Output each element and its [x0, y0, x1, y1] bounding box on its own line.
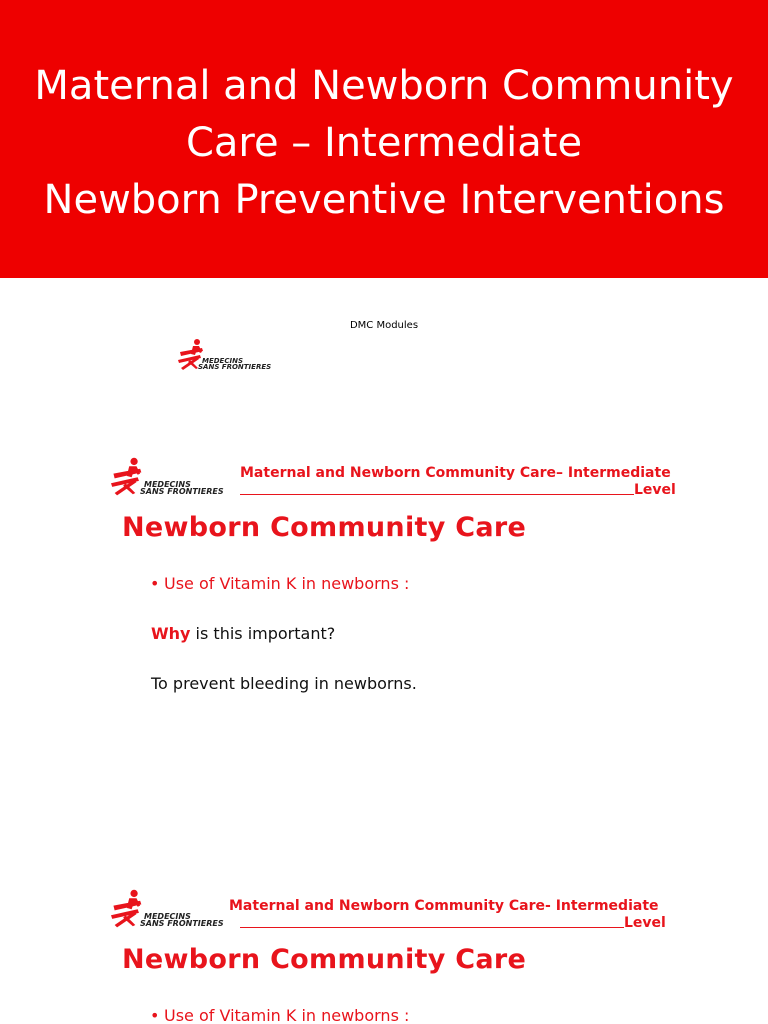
- header-rule: [240, 494, 634, 495]
- why-word: Why: [151, 624, 191, 643]
- slide-header-level: Level: [624, 915, 666, 931]
- bullet-item: [150, 1006, 409, 1024]
- slide-header: Maternal and Newborn Community Care– Intermediate: [240, 465, 671, 481]
- bullet-dot: •: [150, 1006, 160, 1024]
- bullet-dot: •: [150, 574, 160, 593]
- cover-title-line-1: Maternal and Newborn Community: [34, 63, 734, 109]
- question-text: is this important?: [190, 624, 336, 643]
- bullet-text: Use of Vitamin K in newborns :: [164, 1006, 410, 1024]
- msf-logo-text-2: SANS FRONTIERES: [198, 363, 272, 371]
- slide-header-level: Level: [634, 482, 676, 498]
- cover-caption: DMC Modules: [349, 320, 419, 331]
- title-banner: [0, 0, 768, 278]
- msf-logo-text-1: MEDECINS: [144, 912, 191, 921]
- cover-title-line-2: Care – Intermediate: [185, 120, 583, 166]
- answer-line: To prevent bleeding in newborns.: [151, 674, 417, 693]
- header-rule: [240, 927, 624, 928]
- msf-logo-text-2: SANS FRONTIERES: [140, 487, 224, 496]
- slide-title: Newborn Community Care: [122, 944, 527, 975]
- bullet-item: [150, 574, 409, 594]
- msf-logo-text-2: SANS FRONTIERES: [140, 919, 224, 928]
- question-line: [151, 624, 335, 644]
- msf-logo-text-1: MEDECINS: [144, 480, 191, 489]
- slide-title: Newborn Community Care: [122, 512, 527, 543]
- cover-title-line-3: Newborn Preventive Interventions: [43, 177, 725, 223]
- bullet-text: Use of Vitamin K in newborns :: [164, 574, 410, 593]
- slide-header: Maternal and Newborn Community Care- Intermediate: [229, 898, 659, 914]
- msf-logo-text-1: MEDECINS: [202, 357, 243, 365]
